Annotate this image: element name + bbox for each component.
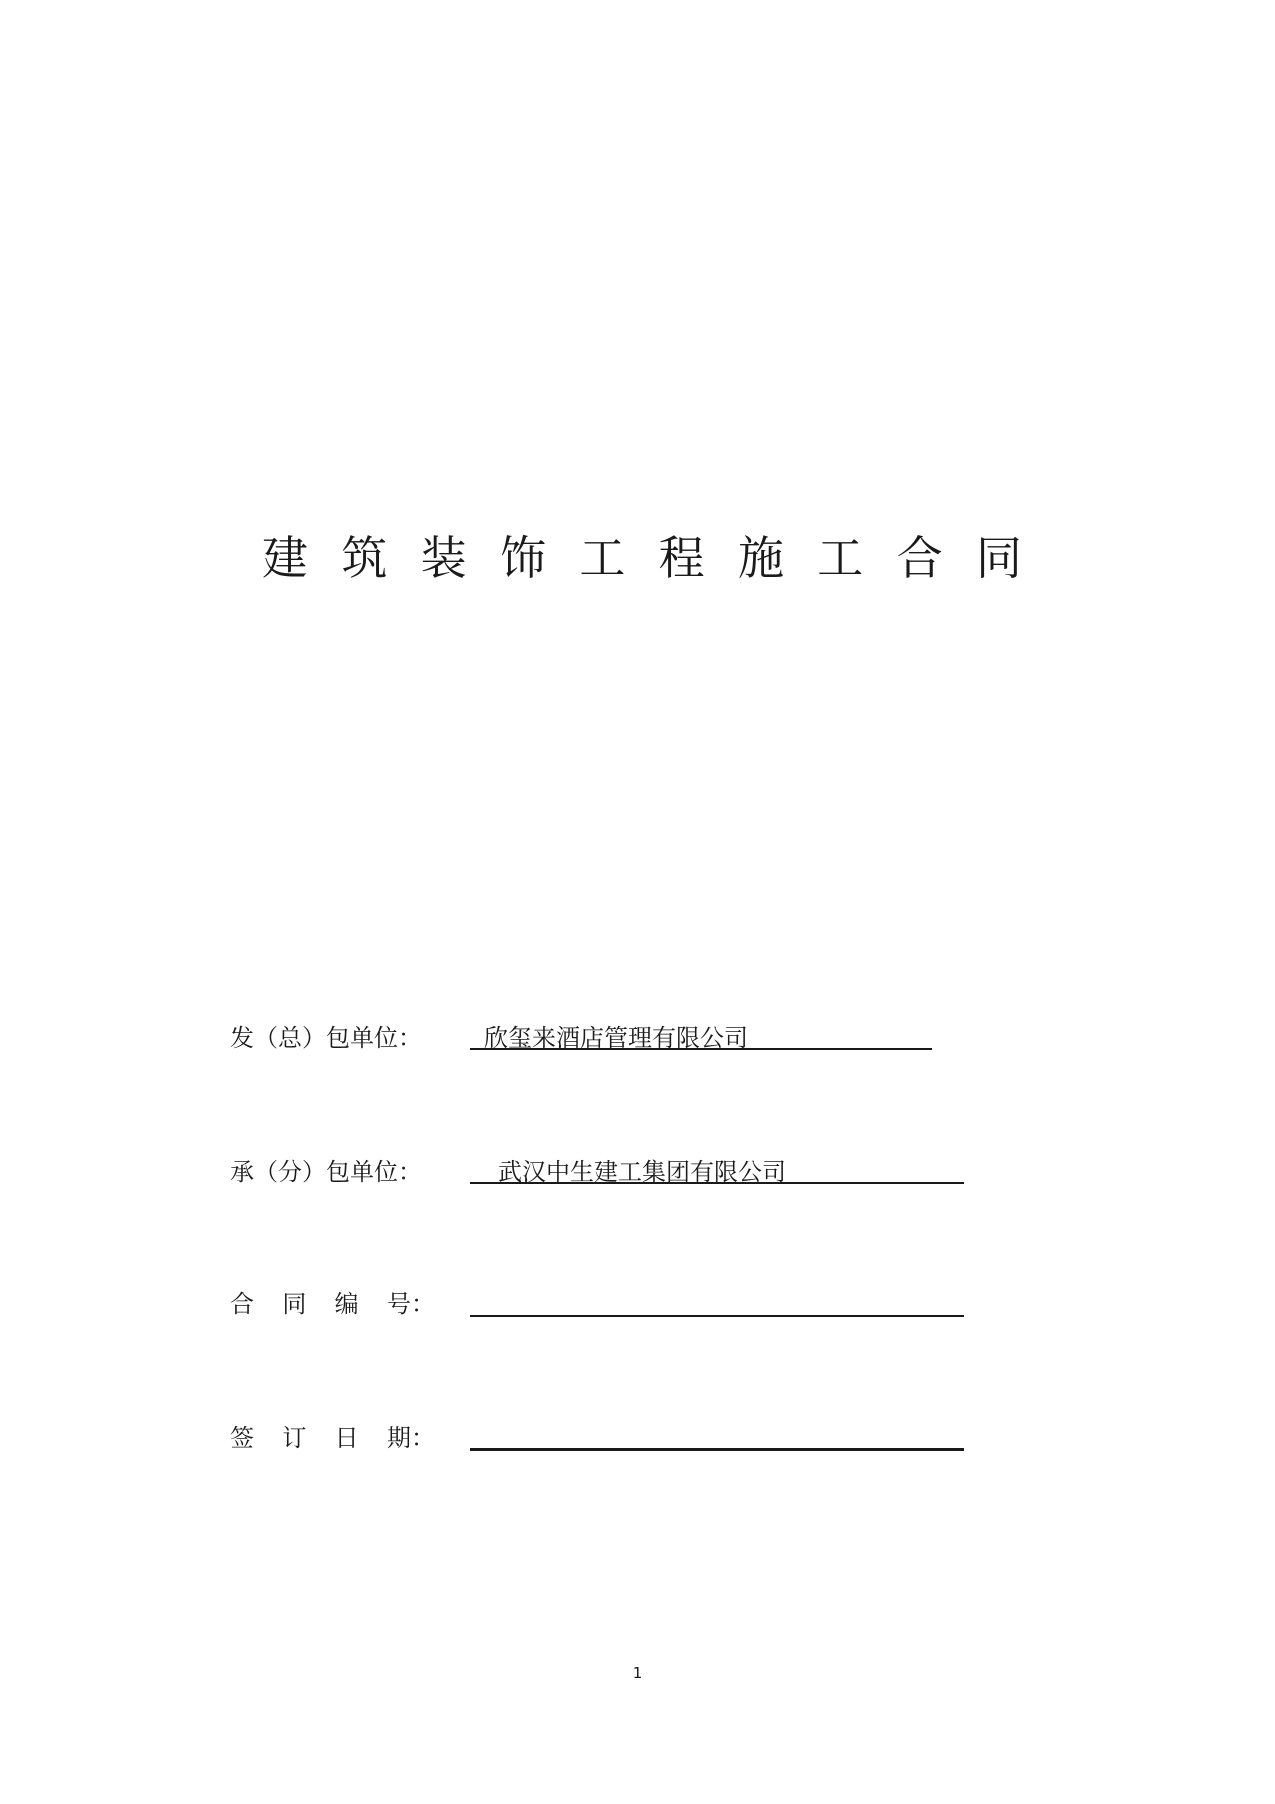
- title-char: 同: [975, 531, 1022, 585]
- document-title: [262, 528, 1022, 588]
- sign-date-label: [230, 1418, 435, 1458]
- label-char: 合: [230, 1290, 254, 1318]
- title-char: 工: [817, 531, 864, 585]
- employer-value: 欣玺来酒店管理有限公司: [484, 1024, 748, 1052]
- title-char: 工: [579, 531, 626, 585]
- contractor-label: 承（分）包单位：: [230, 1158, 422, 1186]
- page-number: 1: [632, 1664, 643, 1682]
- label-char: 日: [334, 1424, 359, 1452]
- title-char: 施: [737, 531, 784, 585]
- label-char: 同: [282, 1290, 307, 1318]
- label-char: 号：: [386, 1290, 435, 1318]
- label-char: 签: [230, 1424, 254, 1452]
- contract-number-underline: [470, 1315, 964, 1317]
- title-char: 饰: [499, 531, 546, 585]
- contractor-value: 武汉中生建工集团有限公司: [498, 1158, 786, 1186]
- title-char: 建: [262, 531, 308, 585]
- employer-label: 发（总）包单位：: [230, 1024, 422, 1052]
- title-char: 装: [420, 531, 467, 585]
- title-char: 程: [658, 531, 705, 585]
- sign-date-underline: [470, 1448, 964, 1451]
- title-char: 筑: [341, 531, 388, 585]
- title-char: 合: [896, 531, 943, 585]
- label-char: 订: [282, 1424, 307, 1452]
- contract-number-label: [230, 1284, 435, 1324]
- label-char: 编: [334, 1290, 359, 1318]
- label-char: 期：: [386, 1424, 435, 1452]
